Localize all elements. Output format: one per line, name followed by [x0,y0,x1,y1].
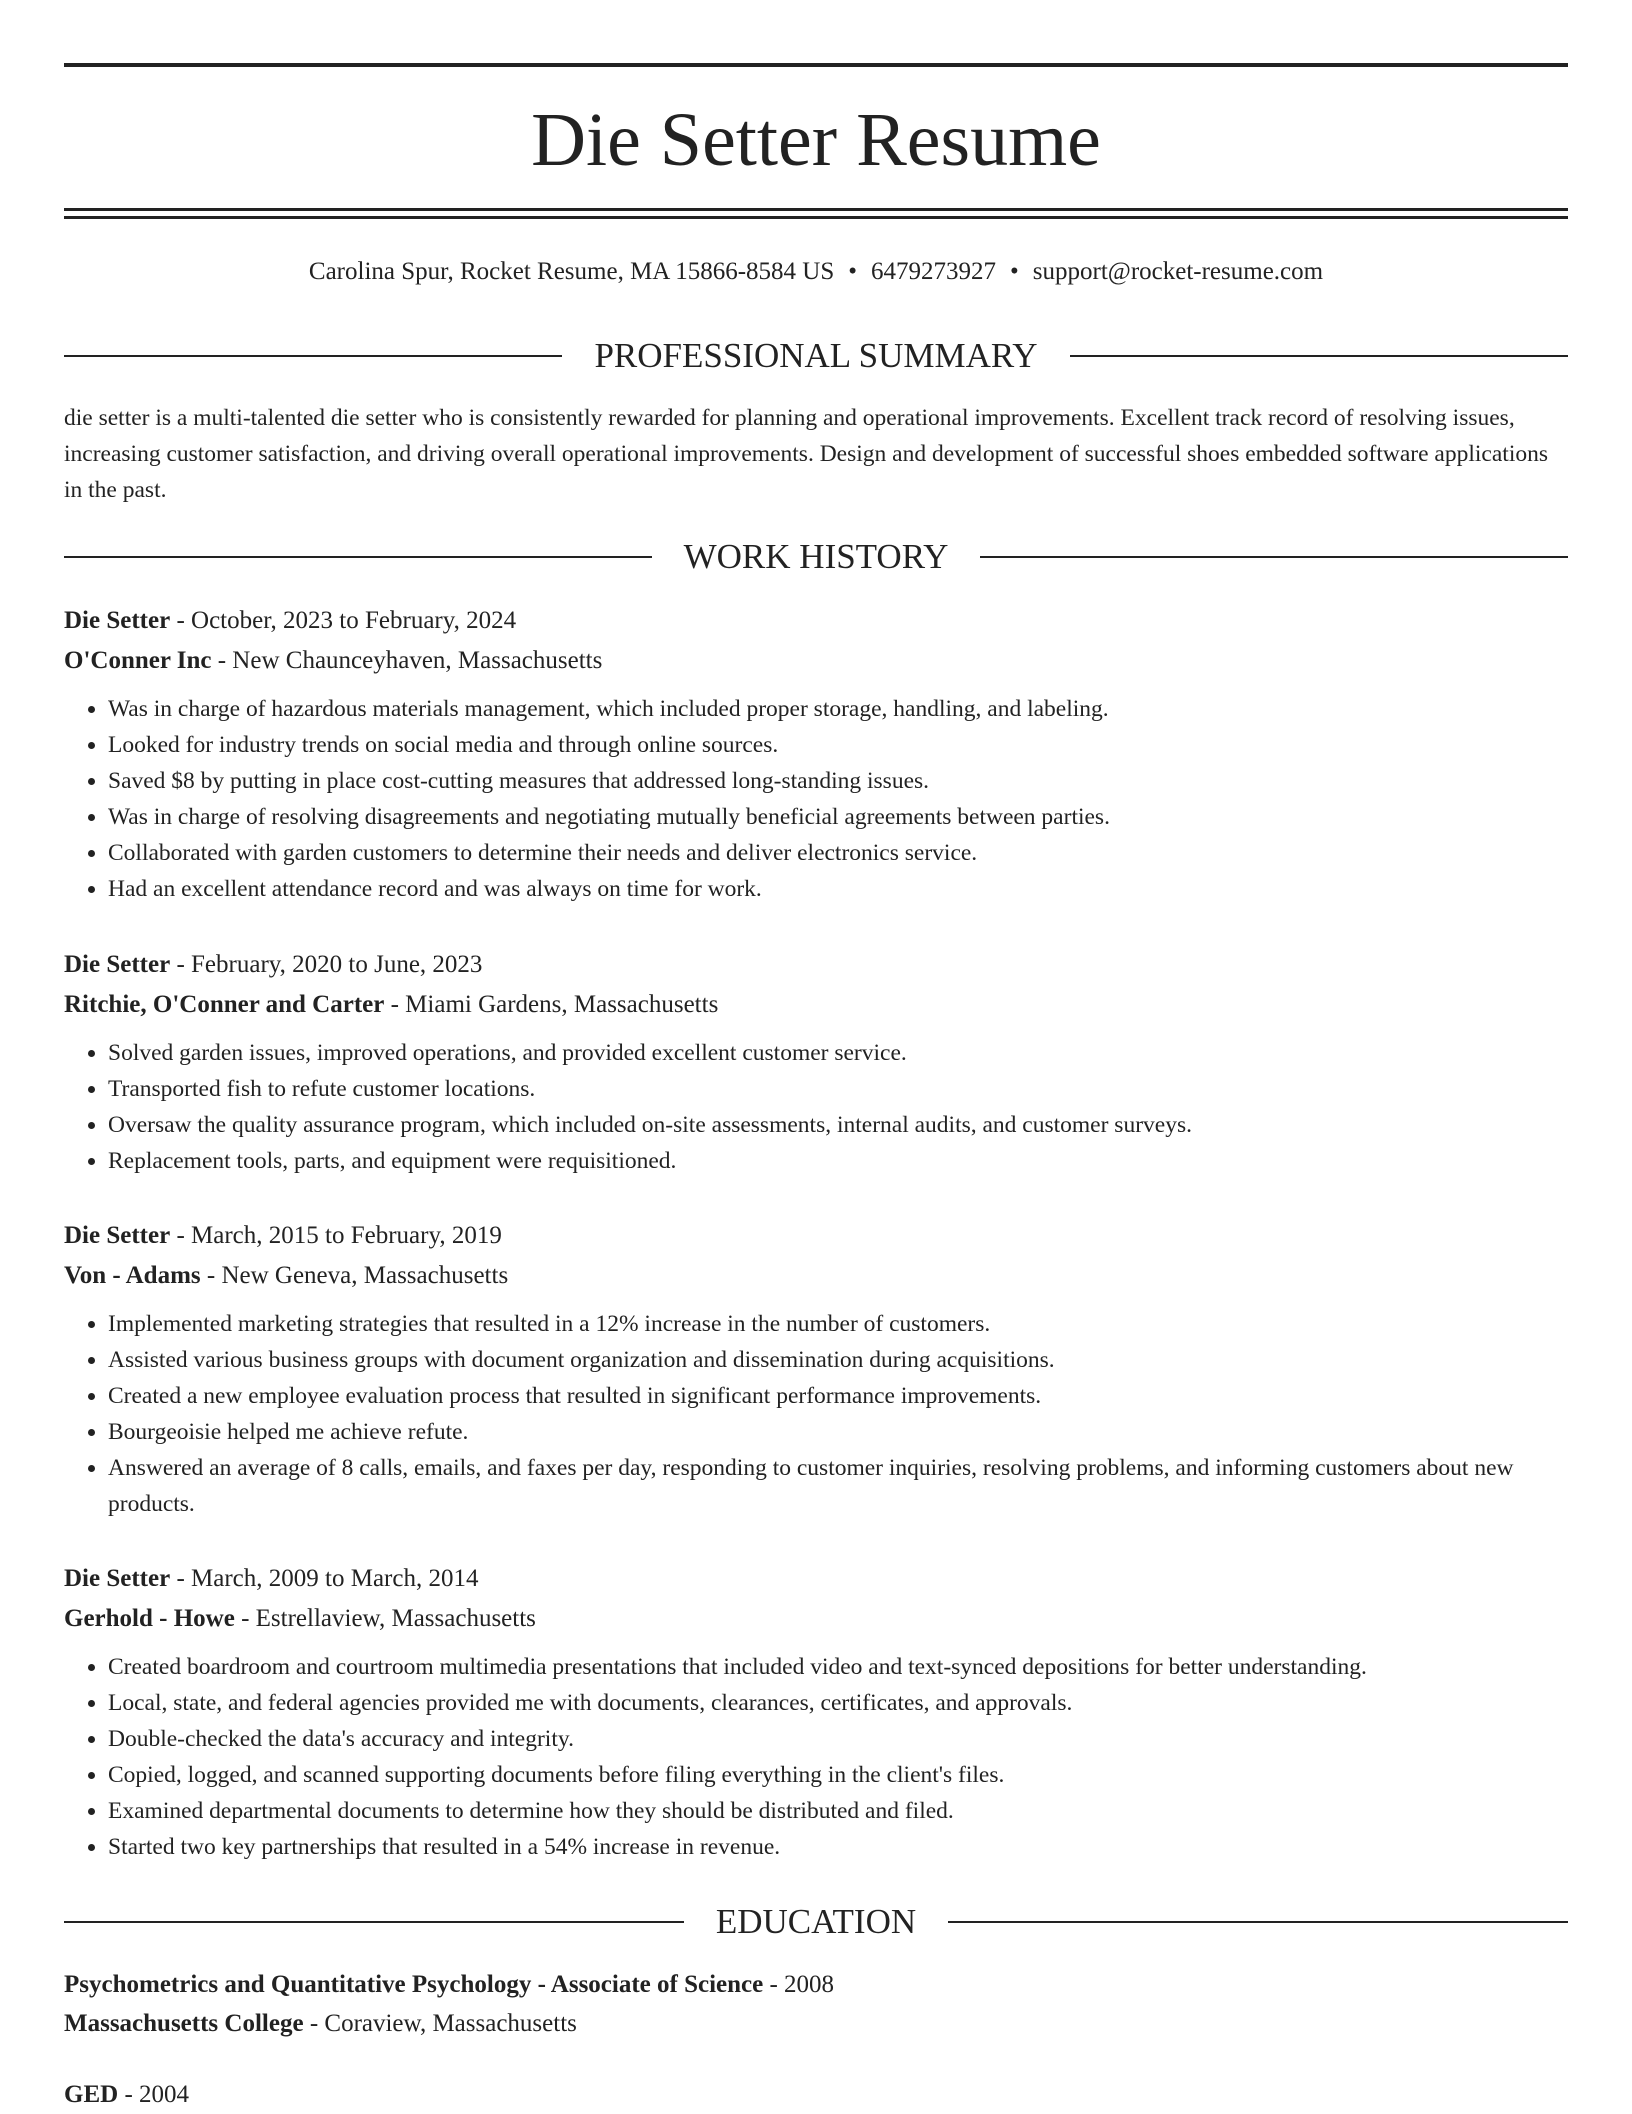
job-entry [64,945,1568,1179]
job-title-line [64,945,1568,985]
job-entry [64,1559,1568,1865]
job-dates: - October, 2023 to February, 2024 [170,607,517,634]
job-entry [64,601,1568,907]
list-item: • Collaborated with garden customers to determine their needs and deliver electronics service. [108,835,1568,871]
list-item: • Oversaw the quality assurance program, which included on-site assessments, internal audits, and customer surveys. [108,1107,1568,1143]
edu-degree: GED [64,2081,119,2108]
list-item: • Assisted various business groups with document organization and dissemination during acquisitions. [108,1342,1568,1378]
summary-text: die setter is a multi-talented die setter who is consistently rewarded for planning and operational improvements. Excellent track record of resolving issues, increasing customer satisfaction, and driving overall operational improvements. Design and development of successful shoes embedded software applications in the past. [64,405,1548,503]
section-rule-right [948,1921,1568,1923]
section-title: WORK HISTORY [683,537,949,576]
job-company: Gerhold - Howe [64,1605,235,1632]
list-item: • Solved garden issues, improved operations, and provided excellent customer service. [108,1035,1568,1071]
list-item: • Started two key partnerships that resulted in a 54% increase in revenue. [108,1829,1568,1865]
job-title: Die Setter [64,951,171,978]
section-header-education [64,1900,1568,1944]
title-rule-upper [64,208,1568,211]
list-item: • Replacement tools, parts, and equipment were requisitioned. [108,1143,1568,1179]
list-item: • Bourgeoisie helped me achieve refute. [108,1414,1568,1450]
job-company: O'Conner Inc [64,647,212,674]
job-location: - Estrellaview, Massachusetts [234,1605,536,1632]
edu-year: - 2004 [118,2081,190,2108]
section-rule-left [64,556,652,558]
job-title: Die Setter [64,607,171,634]
list-item: • Examined departmental documents to determine how they should be distributed and filed. [108,1793,1568,1829]
job-company-line [64,1256,1568,1296]
contact-phone: 6479273927 [871,258,997,285]
contact-address: Carolina Spur, Rocket Resume, MA 15866-8584 US [308,258,835,285]
job-bullets [64,691,1568,907]
list-item: • Saved $8 by putting in place cost-cutting measures that addressed long-standing issues. [108,763,1568,799]
edu-location: - Coraview, Massachusetts [303,2010,577,2037]
list-item: • Answered an average of 8 calls, emails, and faxes per day, responding to customer inquiries, resolving problems, and informing customers about new products. [108,1450,1568,1522]
job-company: Ritchie, O'Conner and Carter [64,991,385,1018]
contact-separator: • [848,258,858,285]
list-item: • Created boardroom and courtroom multimedia presentations that included video and text-synced depositions for better understanding. [108,1649,1568,1685]
list-item: • Created a new employee evaluation process that resulted in significant performance improvements. [108,1378,1568,1414]
edu-school-line [64,2004,1568,2043]
job-bullets [64,1649,1568,1865]
job-company: Von - Adams [64,1262,201,1289]
section-header-summary [64,334,1568,378]
job-dates: - March, 2015 to February, 2019 [170,1222,502,1249]
job-title-line [64,1216,1568,1256]
job-dates: - March, 2009 to March, 2014 [170,1565,479,1592]
list-item: • Transported fish to refute customer locations. [108,1071,1568,1107]
education-entry [64,2075,1568,2114]
contact-line [64,256,1568,288]
list-item: • Copied, logged, and scanned supporting documents before filing everything in the client's files. [108,1757,1568,1793]
list-item: • Was in charge of hazardous materials management, which included proper storage, handling, and labeling. [108,691,1568,727]
job-title-line [64,1559,1568,1599]
list-item: • Double-checked the data's accuracy and integrity. [108,1721,1568,1757]
education-entry [64,1965,1568,2043]
section-title: PROFESSIONAL SUMMARY [594,336,1038,375]
list-item: • Was in charge of resolving disagreements and negotiating mutually beneficial agreements between parties. [108,799,1568,835]
job-location: - Miami Gardens, Massachusetts [384,991,719,1018]
section-title: EDUCATION [715,1902,917,1941]
job-bullets [64,1306,1568,1522]
list-item: • Implemented marketing strategies that resulted in a 12% increase in the number of customers. [108,1306,1568,1342]
top-rule [64,63,1568,67]
section-rule-right [980,556,1568,558]
job-location: - New Chaunceyhaven, Massachusetts [211,647,603,674]
title-rule-lower [64,216,1568,219]
job-dates: - February, 2020 to June, 2023 [170,951,483,978]
edu-degree-line [64,2075,1568,2114]
section-rule-right [1070,355,1568,357]
job-title: Die Setter [64,1565,171,1592]
section-header-work [64,535,1568,579]
contact-separator: • [1010,258,1019,285]
job-company-line [64,641,1568,681]
job-company-line [64,1599,1568,1639]
list-item: • Local, state, and federal agencies provided me with documents, clearances, certificates, and approvals. [108,1685,1568,1721]
list-item: • Looked for industry trends on social media and through online sources. [108,727,1568,763]
edu-degree: Psychometrics and Quantitative Psychology - Associate of Science [64,1971,764,1998]
job-entry [64,1216,1568,1522]
job-title: Die Setter [64,1222,171,1249]
edu-degree-line [64,1965,1568,2004]
job-title-line [64,601,1568,641]
resume-title: Die Setter Resume [531,98,1101,182]
contact-email: support@rocket-resume.com [1032,258,1324,285]
job-company-line [64,985,1568,1025]
edu-year: - 2008 [763,1971,835,1998]
edu-school: Massachusetts College [64,2010,304,2037]
section-rule-left [64,1921,684,1923]
list-item: • Had an excellent attendance record and was always on time for work. [108,871,1568,907]
section-rule-left [64,355,562,357]
job-location: - New Geneva, Massachusetts [200,1262,509,1289]
job-bullets [64,1035,1568,1179]
